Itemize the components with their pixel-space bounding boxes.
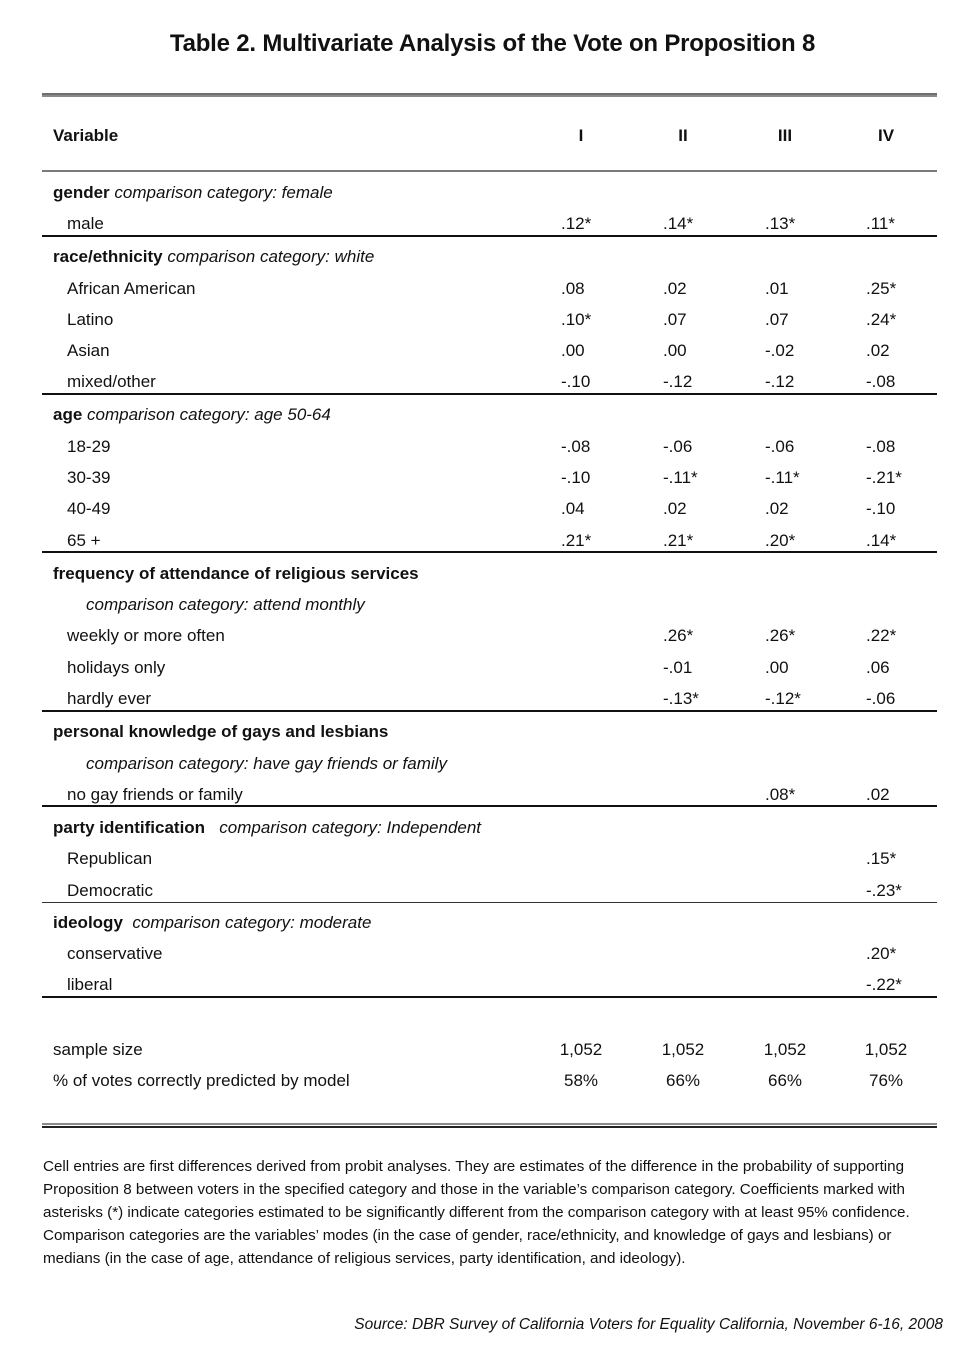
cell-ii: 1,052 bbox=[661, 1040, 705, 1059]
row-label: liberal bbox=[67, 975, 113, 994]
cell-i: .12* bbox=[561, 214, 592, 233]
comparison-row bbox=[42, 748, 937, 779]
cell-iii: .01 bbox=[765, 279, 789, 298]
cell-i: .10* bbox=[561, 310, 592, 329]
section-header-race-ethnicity bbox=[42, 241, 937, 272]
section-rule bbox=[42, 710, 937, 712]
cell-iii: .00 bbox=[765, 658, 789, 677]
row-label: no gay friends or family bbox=[67, 785, 243, 804]
cell-iv: -.08 bbox=[866, 372, 896, 391]
section-rule bbox=[42, 805, 937, 807]
section-header-party-identification bbox=[42, 812, 937, 843]
table-row bbox=[42, 843, 937, 874]
cell-i: .04 bbox=[561, 499, 585, 518]
table-row bbox=[42, 620, 937, 651]
comparison-row bbox=[42, 589, 937, 620]
table-title: Table 2. Multivariate Analysis of the Vote on Proposition 8 bbox=[169, 30, 816, 57]
cell-iv: 76% bbox=[868, 1071, 904, 1090]
table-header-row bbox=[42, 120, 937, 151]
cell-iii: .26* bbox=[765, 626, 796, 645]
cell-iii: -.11* bbox=[765, 468, 800, 487]
cell-iv: .02 bbox=[866, 785, 890, 804]
cell-iv: .06 bbox=[866, 658, 890, 677]
section-name: race/ethnicity bbox=[53, 247, 163, 266]
row-label: holidays only bbox=[67, 658, 166, 677]
cell-iii: .13* bbox=[765, 214, 796, 233]
cell-i: -.08 bbox=[561, 437, 591, 456]
row-label: conservative bbox=[67, 944, 163, 963]
row-label: 65 + bbox=[67, 531, 101, 550]
cell-iv: -.22* bbox=[866, 975, 902, 994]
section-name: ideology bbox=[53, 913, 123, 932]
cell-ii: -.13* bbox=[663, 689, 699, 708]
cell-i: .00 bbox=[561, 341, 585, 360]
cell-iv: .22* bbox=[866, 626, 897, 645]
section-rule bbox=[42, 996, 937, 998]
row-label: mixed/other bbox=[67, 372, 156, 391]
section-rule bbox=[42, 902, 937, 903]
comparison-category: comparison category: moderate bbox=[132, 913, 372, 932]
cell-ii: .02 bbox=[663, 499, 687, 518]
cell-i: 1,052 bbox=[559, 1040, 603, 1059]
section-header-personal-knowledge bbox=[42, 716, 937, 747]
section-header-ideology bbox=[42, 907, 937, 938]
table-row bbox=[42, 652, 937, 683]
cell-iii: -.12* bbox=[765, 689, 801, 708]
cell-iii: -.12 bbox=[765, 372, 795, 391]
column-header-ii: II bbox=[678, 126, 688, 145]
section-rule bbox=[42, 393, 937, 395]
cell-i: 58% bbox=[563, 1071, 599, 1090]
table-notes: Cell entries are first differences derived from probit analyses. They are estimates of the difference in the probability of supporting Proposition 8 between voters in the specified category and those in the variable’s comparison category. Coefficients marked with asterisks (*) indicate categories estimated to be significantly different from the comparison category with at least 95% confidence. Comparison categories are the variables’ modes (in the case of gender, race/ethnicity, and knowledge of gays and lesbians) or medians (in the case of age, attendance of religious services, party identification, and ideology). bbox=[43, 1158, 910, 1267]
row-label: 30-39 bbox=[67, 468, 111, 487]
cell-ii: .00 bbox=[663, 341, 687, 360]
table-row bbox=[42, 938, 937, 969]
comparison-category: comparison category: attend monthly bbox=[86, 595, 365, 614]
comparison-category: comparison category: age 50-64 bbox=[87, 405, 331, 424]
comparison-category: comparison category: Independent bbox=[219, 818, 482, 837]
section-rule bbox=[42, 551, 937, 553]
cell-iv: .20* bbox=[866, 944, 897, 963]
row-label: Asian bbox=[67, 341, 110, 360]
cell-ii: -.11* bbox=[663, 468, 698, 487]
cell-iv: -.21* bbox=[866, 468, 902, 487]
cell-iii: 1,052 bbox=[763, 1040, 807, 1059]
row-label: 18-29 bbox=[67, 437, 111, 456]
row-label: 40-49 bbox=[67, 499, 111, 518]
section-name: gender bbox=[53, 183, 110, 202]
summary-row-percent-predicted bbox=[42, 1065, 937, 1096]
cell-iii: .08* bbox=[765, 785, 796, 804]
cell-ii: -.06 bbox=[663, 437, 693, 456]
cell-iv: -.23* bbox=[866, 881, 902, 900]
source-citation: Source: DBR Survey of California Voters for Equality California, November 6-16, 2008 bbox=[354, 1316, 943, 1333]
row-label: Republican bbox=[67, 849, 153, 868]
cell-i: .08 bbox=[561, 279, 585, 298]
cell-iv: -.10 bbox=[866, 499, 896, 518]
row-label: hardly ever bbox=[67, 689, 152, 708]
bottom-double-rule bbox=[42, 1123, 937, 1128]
table-row bbox=[42, 273, 937, 304]
section-name: frequency of attendance of religious services bbox=[53, 564, 419, 583]
cell-ii: -.12 bbox=[663, 372, 693, 391]
cell-iv: 1,052 bbox=[864, 1040, 908, 1059]
table-row bbox=[42, 431, 937, 462]
top-double-rule bbox=[42, 93, 937, 97]
section-header-age bbox=[42, 399, 937, 430]
column-header-iv: IV bbox=[877, 126, 895, 145]
cell-i: -.10 bbox=[561, 468, 591, 487]
summary-row-sample-size bbox=[42, 1034, 937, 1065]
section-rule bbox=[42, 235, 937, 237]
cell-ii: .26* bbox=[663, 626, 694, 645]
section-header-religious-attendance bbox=[42, 558, 937, 589]
row-label: weekly or more often bbox=[67, 626, 225, 645]
table-row bbox=[42, 493, 937, 524]
cell-ii: 66% bbox=[665, 1071, 701, 1090]
comparison-category: comparison category: have gay friends or family bbox=[86, 754, 447, 773]
row-label: Latino bbox=[67, 310, 114, 329]
cell-iii: -.02 bbox=[765, 341, 795, 360]
row-label: % of votes correctly predicted by model bbox=[53, 1071, 350, 1090]
table-row bbox=[42, 462, 937, 493]
variable-column-header: Variable bbox=[53, 126, 119, 145]
section-name: party identification bbox=[53, 818, 206, 837]
cell-i: .21* bbox=[561, 531, 592, 550]
table-row bbox=[42, 335, 937, 366]
column-header-iii: III bbox=[777, 126, 793, 145]
section-name: personal knowledge of gays and lesbians bbox=[53, 722, 389, 741]
cell-ii: .21* bbox=[663, 531, 694, 550]
row-label: Democratic bbox=[67, 881, 153, 900]
cell-iv: .14* bbox=[866, 531, 897, 550]
cell-iv: -.08 bbox=[866, 437, 896, 456]
table-row bbox=[42, 304, 937, 335]
header-rule bbox=[42, 170, 937, 172]
row-label: sample size bbox=[53, 1040, 143, 1059]
cell-ii: -.01 bbox=[663, 658, 693, 677]
cell-iv: .02 bbox=[866, 341, 890, 360]
cell-iii: 66% bbox=[767, 1071, 803, 1090]
cell-iv: .25* bbox=[866, 279, 897, 298]
row-label: male bbox=[67, 214, 104, 233]
cell-iv: .15* bbox=[866, 849, 897, 868]
cell-iv: .11* bbox=[866, 214, 895, 233]
cell-ii: .02 bbox=[663, 279, 687, 298]
cell-iv: -.06 bbox=[866, 689, 896, 708]
section-name: age bbox=[53, 405, 83, 424]
row-label: African American bbox=[67, 279, 196, 298]
cell-ii: .07 bbox=[663, 310, 687, 329]
cell-iii: .02 bbox=[765, 499, 789, 518]
cell-iii: .20* bbox=[765, 531, 796, 550]
comparison-category: comparison category: white bbox=[167, 247, 375, 266]
cell-iii: .07 bbox=[765, 310, 789, 329]
cell-iii: -.06 bbox=[765, 437, 795, 456]
column-header-i: I bbox=[578, 126, 584, 145]
cell-iv: .24* bbox=[866, 310, 897, 329]
comparison-category: comparison category: female bbox=[114, 183, 333, 202]
cell-i: -.10 bbox=[561, 372, 591, 391]
section-header-gender bbox=[42, 177, 937, 208]
cell-ii: .14* bbox=[663, 214, 694, 233]
